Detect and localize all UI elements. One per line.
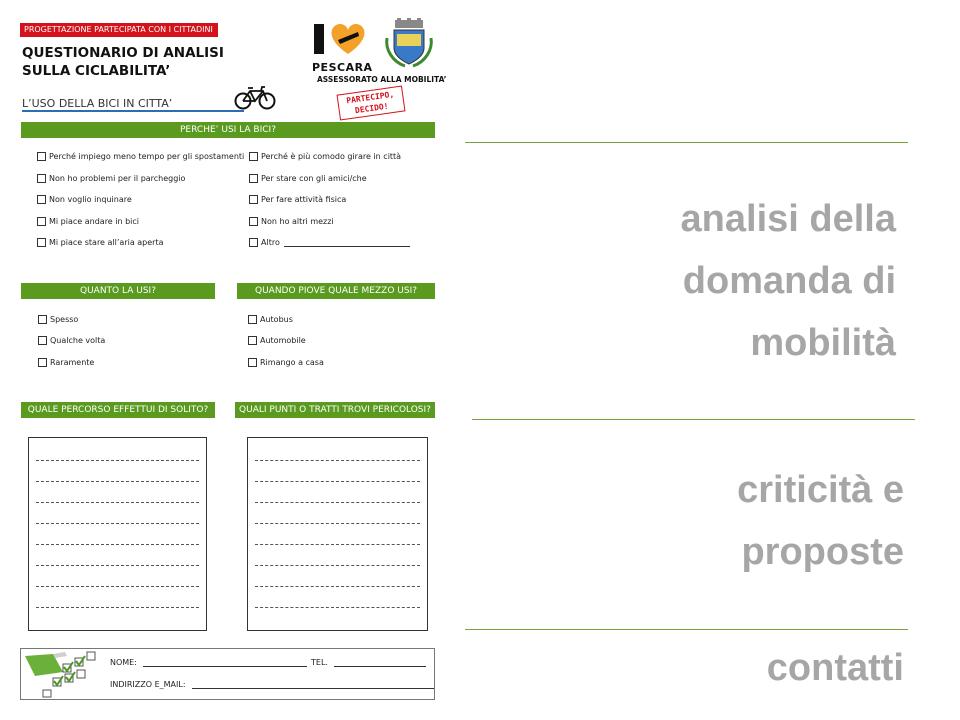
divider-top — [465, 142, 908, 143]
checkbox[interactable] — [38, 336, 47, 345]
q1-header: PERCHE’ USI LA BICI? — [21, 122, 435, 138]
q3-option[interactable]: Autobus — [248, 315, 293, 324]
contact-email-row[interactable]: INDIRIZZO E_MAIL: — [110, 680, 434, 689]
checklist-pencil-icon — [23, 650, 107, 698]
form-title-line1: QUESTIONARIO DI ANALISI — [22, 45, 224, 61]
divider-bottom — [465, 629, 908, 630]
q1-option[interactable]: Non voglio inquinare — [37, 195, 132, 204]
q3-option[interactable]: Automobile — [248, 336, 306, 345]
checkbox[interactable] — [37, 174, 46, 183]
form-title-line2: SULLA CICLABILITA’ — [22, 63, 171, 79]
checkbox[interactable] — [249, 152, 258, 161]
q1-option[interactable]: Mi piace stare all’aria aperta — [37, 238, 164, 247]
q1-option[interactable]: Per stare con gli amici/che — [249, 174, 367, 183]
route-answer-box[interactable] — [28, 437, 207, 631]
checkbox[interactable] — [38, 315, 47, 324]
q2-option[interactable]: Spesso — [38, 315, 78, 324]
stamp-line1: PARTECIPO, — [345, 89, 395, 106]
checkbox[interactable] — [38, 358, 47, 367]
checkbox[interactable] — [37, 238, 46, 247]
contact-name-row[interactable]: NOME: — [110, 658, 307, 667]
i-love-pescara-logo — [312, 20, 372, 74]
q3-header: QUANDO PIOVE QUALE MEZZO USI? — [237, 283, 435, 299]
form-subtitle: L’USO DELLA BICI IN CITTA’ — [22, 97, 173, 110]
name-field[interactable] — [143, 658, 307, 667]
checkbox[interactable] — [249, 195, 258, 204]
checkbox[interactable] — [37, 195, 46, 204]
section-analisi-domanda: analisi della domanda di mobilità — [680, 198, 896, 364]
q1-option[interactable]: Non ho problemi per il parcheggio — [37, 174, 185, 183]
stamp-line2: DECIDO! — [354, 101, 390, 116]
tel-field[interactable] — [334, 658, 426, 667]
checkbox[interactable] — [249, 217, 258, 226]
q5-header: QUALI PUNTI O TRATTI TROVI PERICOLOSI? — [235, 402, 435, 418]
checkbox[interactable] — [248, 315, 257, 324]
q1-option[interactable]: Per fare attività fisica — [249, 195, 346, 204]
checkbox[interactable] — [37, 152, 46, 161]
checkbox[interactable] — [37, 217, 46, 226]
contact-box — [20, 648, 435, 700]
section-contatti: contatti — [766, 647, 904, 689]
q2-header: QUANTO LA USI? — [21, 283, 215, 299]
q1-option[interactable]: Mi piace andare in bici — [37, 217, 139, 226]
altro-line[interactable] — [284, 238, 410, 247]
checkbox[interactable] — [248, 358, 257, 367]
project-tag: PROGETTAZIONE PARTECIPATA CON I CITTADINI — [20, 23, 218, 37]
contact-tel-row[interactable]: TEL. — [311, 658, 426, 667]
q3-option[interactable]: Rimango a casa — [248, 358, 324, 367]
heart-logo-icon — [312, 20, 372, 60]
q1-option-altro[interactable]: Altro — [249, 238, 410, 247]
divider-middle — [472, 419, 915, 420]
city-crest-icon — [383, 18, 435, 70]
q2-option[interactable]: Qualche volta — [38, 336, 105, 345]
checkbox[interactable] — [249, 238, 258, 247]
form-title — [22, 44, 224, 80]
bicycle-icon — [234, 84, 276, 110]
assessorato-label: ASSESSORATO ALLA MOBILITA’ — [317, 75, 447, 84]
q1-option[interactable]: Perché impiego meno tempo per gli spostamenti — [37, 152, 244, 161]
logo-city-text: PESCARA — [312, 61, 373, 74]
q2-option[interactable]: Raramente — [38, 358, 94, 367]
email-field[interactable] — [192, 680, 434, 689]
checkbox[interactable] — [249, 174, 258, 183]
partecipo-stamp — [337, 86, 406, 121]
q1-option[interactable]: Non ho altri mezzi — [249, 217, 334, 226]
subtitle-underline — [22, 110, 244, 112]
q4-header: QUALE PERCORSO EFFETTUI DI SOLITO? — [21, 402, 215, 418]
q1-option[interactable]: Perché è più comodo girare in città — [249, 152, 401, 161]
section-criticita-proposte: criticità e proposte — [737, 469, 904, 573]
checkbox[interactable] — [248, 336, 257, 345]
danger-points-answer-box[interactable] — [247, 437, 428, 631]
